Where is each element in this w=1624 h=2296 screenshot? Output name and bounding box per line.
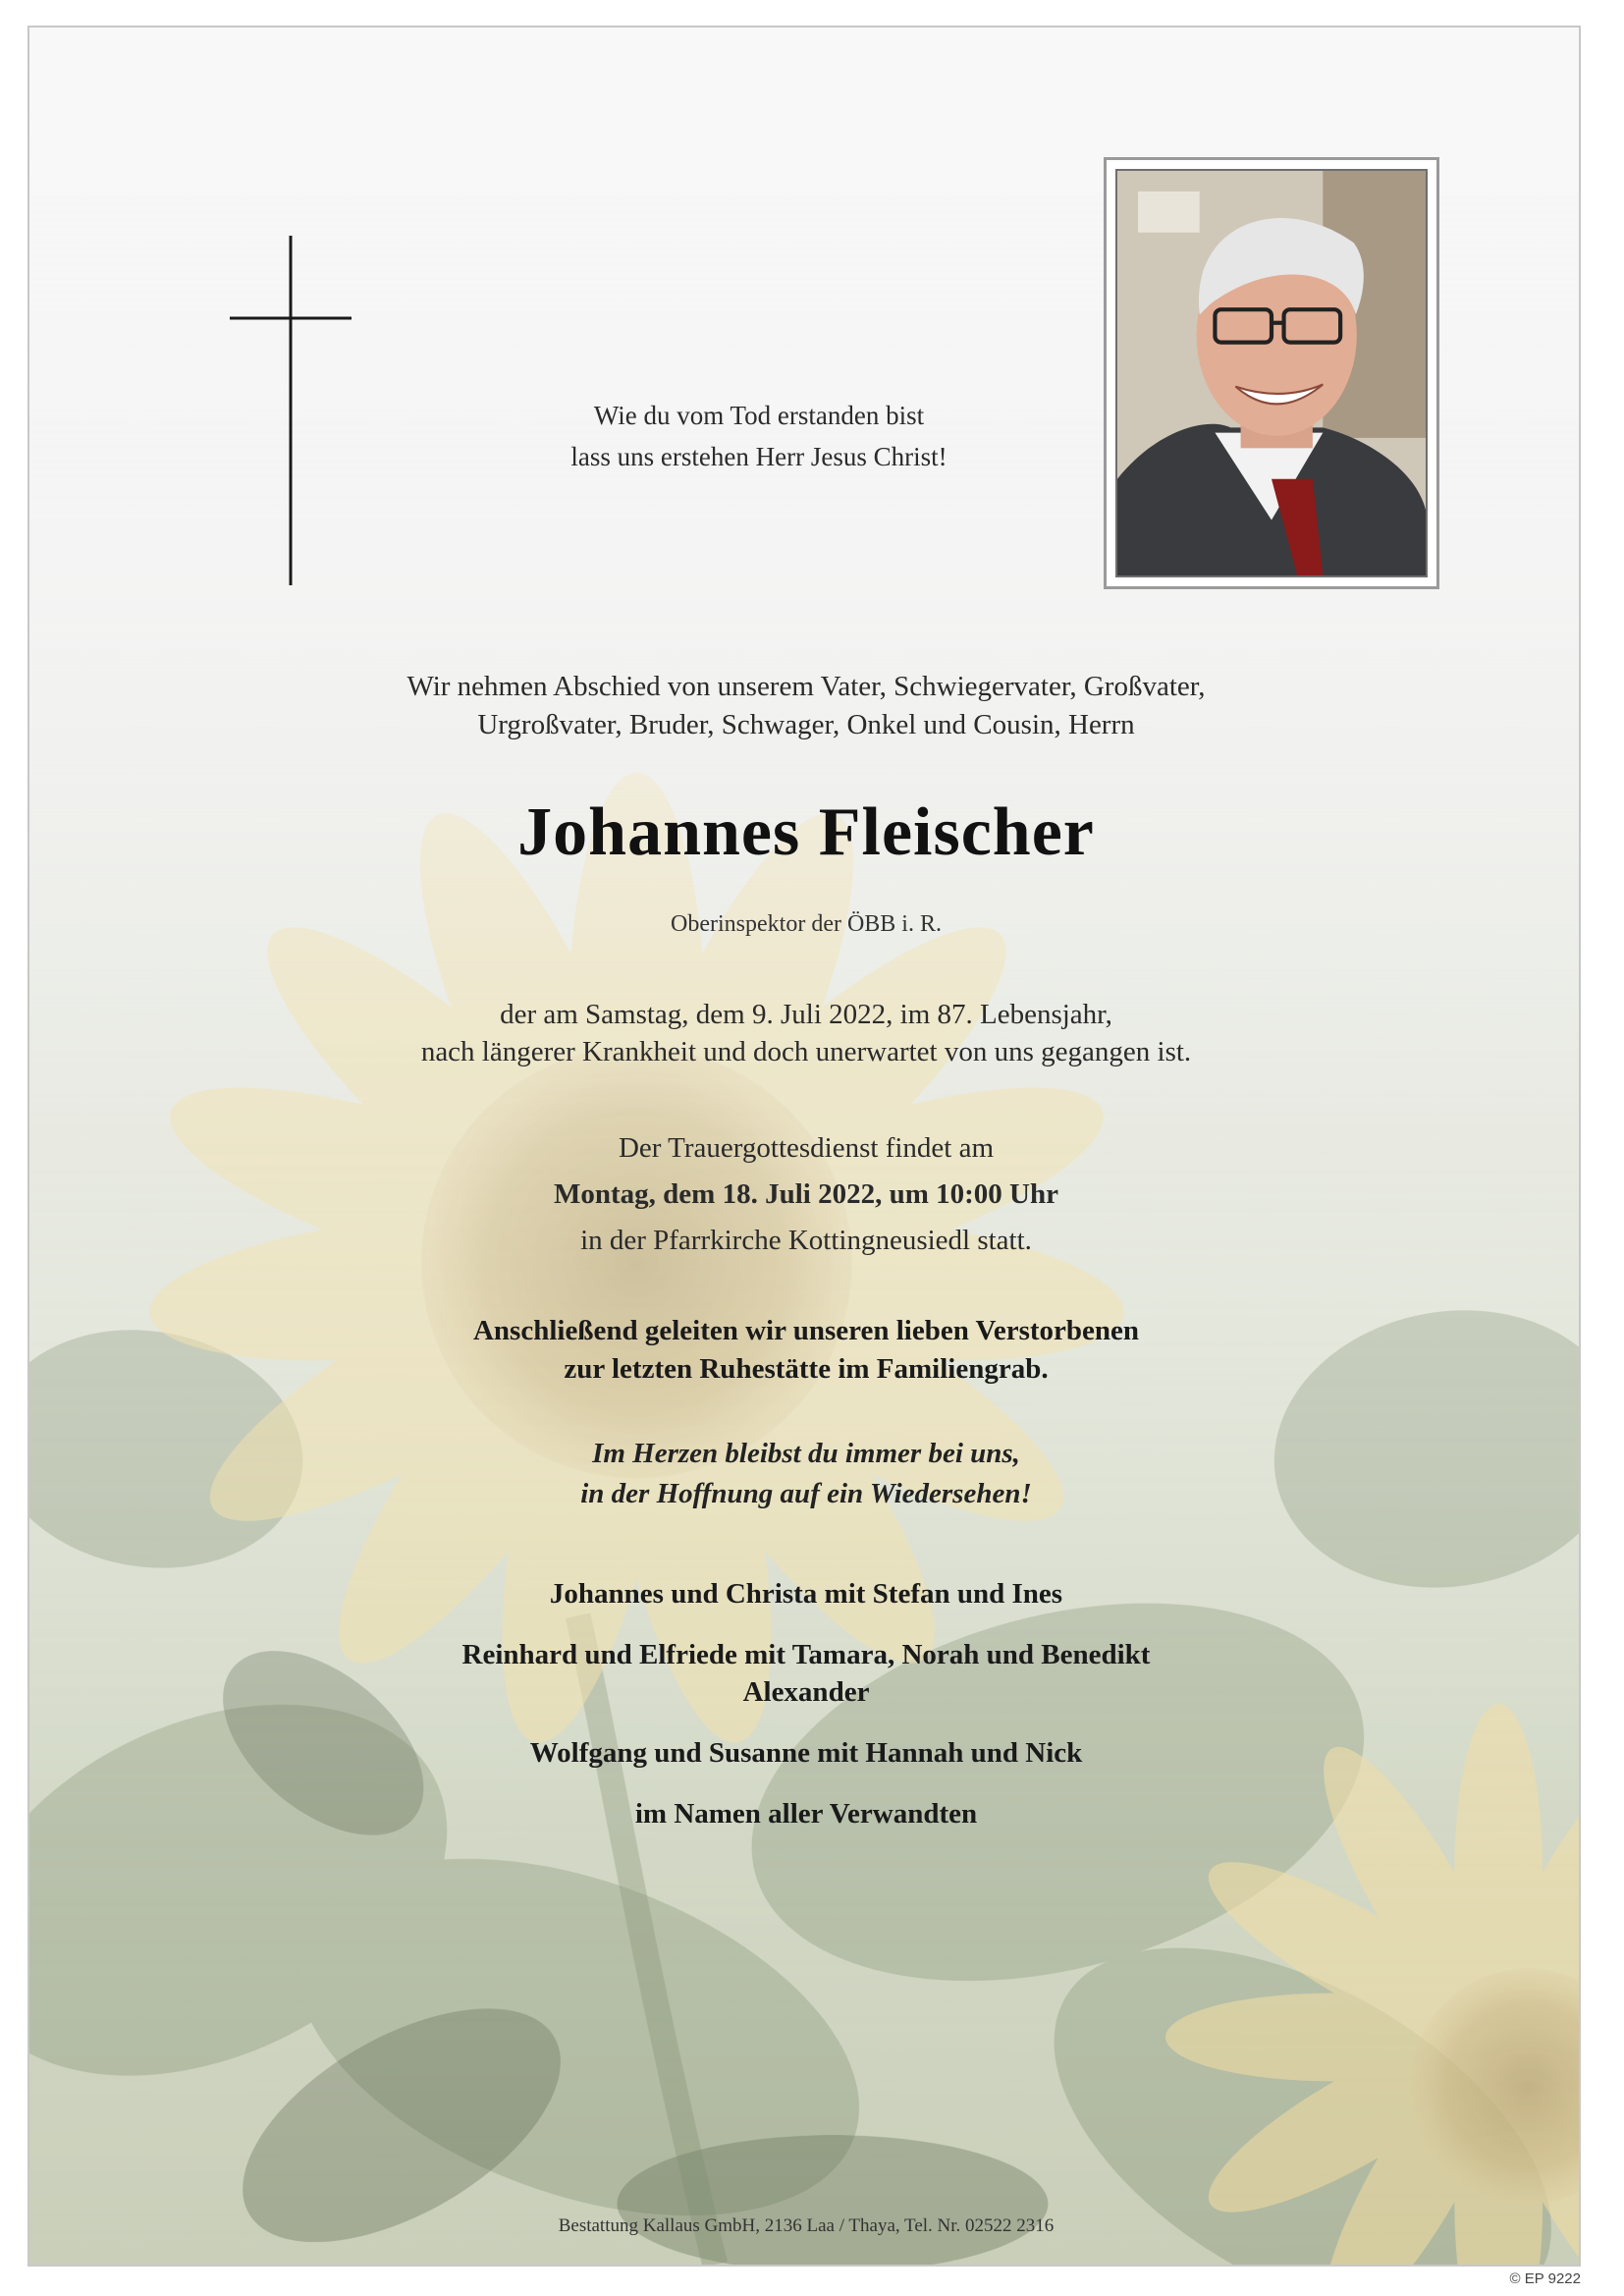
verse-line-2: lass uns erstehen Herr Jesus Christ!: [570, 442, 947, 471]
cross-icon: [230, 236, 352, 585]
template-code: © EP 9222: [1509, 2270, 1581, 2287]
portrait-frame: [1104, 157, 1439, 589]
deceased-name: Johannes Fleischer: [517, 794, 1095, 870]
farewell-intro: [29, 668, 1581, 744]
mourner-family-2: Reinhard und Elfriede mit Tamara, Norah und Benedikt: [461, 1639, 1151, 1670]
burial-line-1: Anschließend geleiten wir unseren lieben Verstorbenen: [472, 1315, 1140, 1346]
burial-line-2: zur letzten Ruhestätte im Familiengrab.: [564, 1353, 1049, 1385]
motto-line-2: in der Hoffnung auf ein Wiedersehen!: [580, 1478, 1032, 1509]
portrait-photo: [1115, 169, 1428, 577]
death-line-1: der am Samstag, dem 9. Juli 2022, im 87. Lebensjahr,: [500, 999, 1112, 1030]
verse: [346, 395, 1172, 477]
motto-line-1: Im Herzen bleibst du immer bei uns,: [592, 1438, 1020, 1469]
service-date: Montag, dem 18. Juli 2022, um 10:00 Uhr: [554, 1178, 1058, 1210]
mourners-list: [29, 1575, 1581, 1832]
death-line-2: nach längerer Krankheit und doch unerwartet von uns gegangen ist.: [420, 1036, 1192, 1067]
funeral-home-footer: Bestattung Kallaus GmbH, 2136 Laa / Thaya, Tel. Nr. 02522 2316: [558, 2215, 1055, 2236]
burial-notice: [29, 1312, 1581, 1389]
funeral-service: [29, 1125, 1581, 1264]
intro-line-2: Urgroßvater, Bruder, Schwager, Onkel und Cousin, Herrn: [477, 709, 1135, 740]
mourner-family-3: Wolfgang und Susanne mit Hannah und Nick: [529, 1737, 1083, 1769]
service-line-1: Der Trauergottesdienst findet am: [618, 1132, 995, 1164]
memorial-motto: [29, 1434, 1581, 1514]
verse-line-1: Wie du vom Tod erstanden bist: [593, 401, 925, 430]
mourner-relatives: im Namen aller Verwandten: [634, 1798, 978, 1830]
obituary-card: [27, 26, 1581, 2267]
intro-line-1: Wir nehmen Abschied von unserem Vater, Schwiegervater, Großvater,: [406, 671, 1206, 702]
service-location: in der Pfarrkirche Kottingneusiedl statt.: [580, 1225, 1032, 1256]
death-notice: [29, 996, 1581, 1070]
mourner-family-1: Johannes und Christa mit Stefan und Ines: [549, 1578, 1063, 1610]
mourner-family-2-cont: Alexander: [742, 1676, 870, 1708]
deceased-title: Oberinspektor der ÖBB i. R.: [671, 911, 942, 937]
